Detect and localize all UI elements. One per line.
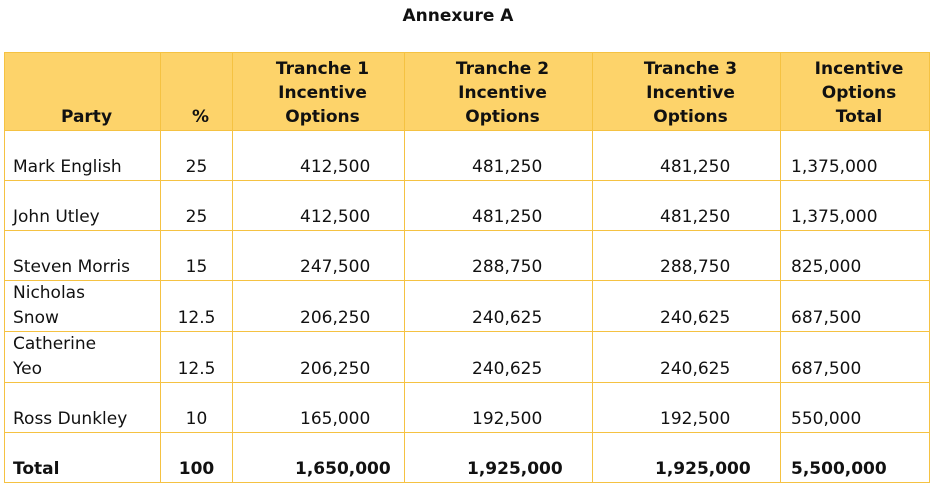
tranche-1-cell: 165,000	[233, 383, 405, 433]
totals-percent: 100	[161, 433, 233, 483]
tranche-3-cell: 240,625	[593, 332, 781, 383]
totals-grand-total: 5,500,000	[781, 433, 930, 483]
table-row	[5, 383, 930, 433]
table-row	[5, 231, 930, 281]
header-row	[5, 53, 930, 131]
percent-cell: 12.5	[161, 281, 233, 332]
party-cell	[5, 181, 161, 231]
party-cell	[5, 383, 161, 433]
header-line: Incentive	[814, 59, 904, 79]
header-percent: %	[161, 53, 233, 131]
tranche-2-cell: 240,625	[405, 281, 593, 332]
total-cell: 550,000	[781, 383, 930, 433]
header-line: Incentive	[458, 83, 547, 103]
tranche-2-cell: 240,625	[405, 332, 593, 383]
party-name-line: Yeo	[13, 359, 42, 379]
document-title: Annexure A	[402, 6, 514, 26]
percent-cell: 25	[161, 131, 233, 181]
incentive-options-table	[4, 52, 930, 483]
total-cell: 1,375,000	[781, 131, 930, 181]
header-party: Party	[5, 53, 161, 131]
total-cell: 687,500	[781, 332, 930, 383]
totals-row	[5, 433, 930, 483]
header-line: Tranche 3	[643, 59, 738, 79]
header-tranche-3	[593, 53, 781, 131]
tranche-3-cell: 481,250	[593, 131, 781, 181]
totals-tranche-1: 1,650,000	[233, 433, 405, 483]
tranche-3-cell: 481,250	[593, 181, 781, 231]
header-line: Incentive	[646, 83, 735, 103]
total-cell: 825,000	[781, 231, 930, 281]
total-cell: 1,375,000	[781, 181, 930, 231]
party-name-line: Ross Dunkley	[13, 409, 128, 429]
tranche-3-cell: 288,750	[593, 231, 781, 281]
tranche-1-cell: 247,500	[233, 231, 405, 281]
tranche-2-cell: 481,250	[405, 181, 593, 231]
tranche-1-cell: 412,500	[233, 131, 405, 181]
tranche-2-cell: 288,750	[405, 231, 593, 281]
header-line: Total	[835, 107, 883, 127]
percent-cell: 15	[161, 231, 233, 281]
table-row	[5, 181, 930, 231]
totals-tranche-2: 1,925,000	[405, 433, 593, 483]
party-cell	[5, 332, 161, 383]
tranche-3-cell: 240,625	[593, 281, 781, 332]
header-line: Tranche 2	[455, 59, 550, 79]
table-row	[5, 332, 930, 383]
party-cell	[5, 281, 161, 332]
tranche-1-cell: 206,250	[233, 332, 405, 383]
table-row	[5, 281, 930, 332]
header-line: Options	[821, 83, 897, 103]
header-line: Incentive	[278, 83, 367, 103]
header-line: Options	[465, 107, 540, 127]
party-name-line: Catherine	[13, 334, 97, 354]
tranche-2-cell: 481,250	[405, 131, 593, 181]
party-name-line: Nicholas	[13, 283, 85, 303]
header-line: Options	[653, 107, 728, 127]
party-name-line: Steven Morris	[13, 257, 130, 277]
party-cell	[5, 131, 161, 181]
tranche-1-cell: 412,500	[233, 181, 405, 231]
total-cell: 687,500	[781, 281, 930, 332]
tranche-3-cell: 192,500	[593, 383, 781, 433]
totals-label: Total	[5, 433, 161, 483]
party-name-line: Snow	[13, 308, 59, 328]
percent-cell: 12.5	[161, 332, 233, 383]
party-name-line: Mark English	[13, 157, 122, 177]
header-line: Tranche 1	[275, 59, 370, 79]
tranche-2-cell: 192,500	[405, 383, 593, 433]
table-row	[5, 131, 930, 181]
header-tranche-1	[233, 53, 405, 131]
tranche-1-cell: 206,250	[233, 281, 405, 332]
party-cell	[5, 231, 161, 281]
percent-cell: 10	[161, 383, 233, 433]
header-line: Options	[285, 107, 360, 127]
totals-tranche-3: 1,925,000	[593, 433, 781, 483]
header-tranche-2	[405, 53, 593, 131]
party-name-line: John Utley	[13, 207, 100, 227]
percent-cell: 25	[161, 181, 233, 231]
header-total	[781, 53, 930, 131]
